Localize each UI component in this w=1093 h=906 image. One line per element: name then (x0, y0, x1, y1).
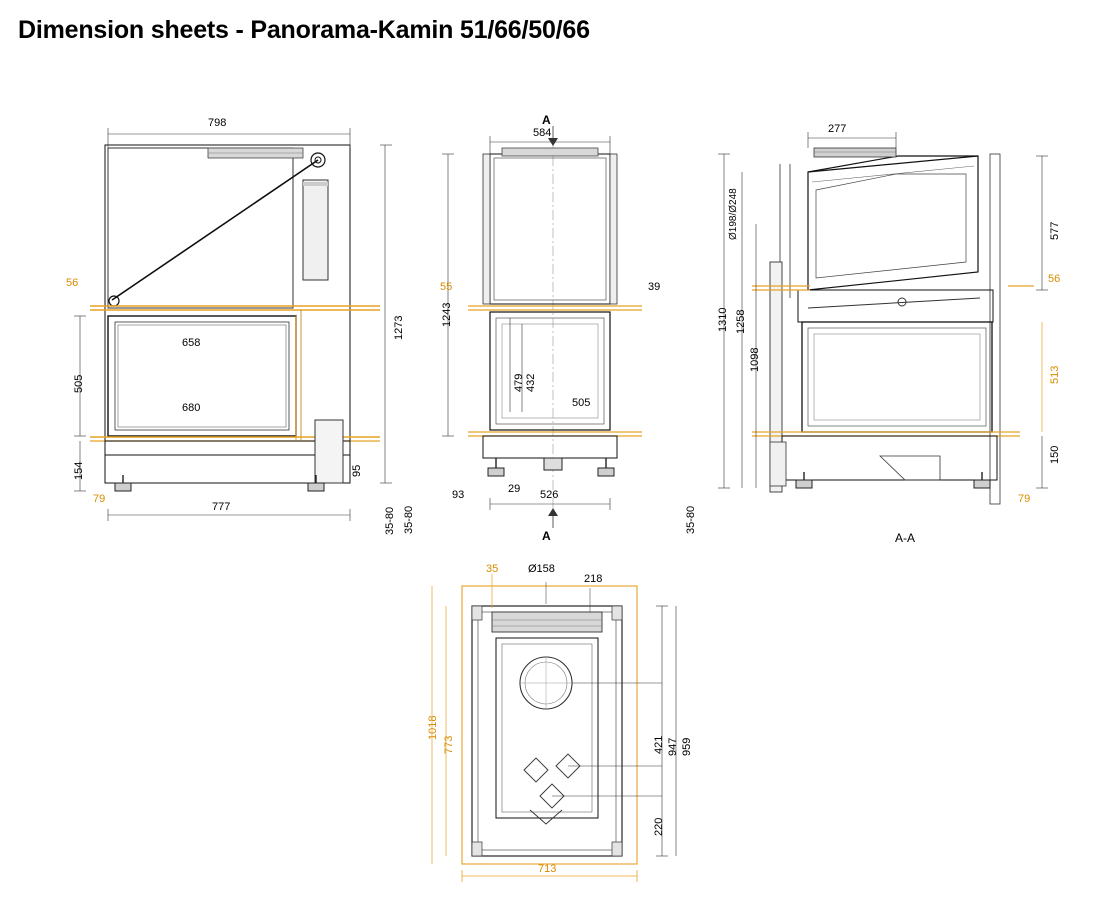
top-dim-35: 35 (486, 563, 499, 575)
section-caption-aa: A-A (895, 531, 916, 545)
front-dim-658: 658 (182, 337, 201, 349)
side-dim-39: 39 (648, 281, 661, 293)
top-dim-flue: Ø158 (528, 563, 555, 575)
page-title: Dimension sheets - Panorama-Kamin 51/66/50/66 (18, 16, 590, 44)
front-dim-680: 680 (182, 402, 201, 414)
side-dim-526: 526 (540, 489, 559, 501)
top-dim-773: 773 (443, 735, 455, 754)
section-dim-flue: Ø198/Ø248 (728, 188, 739, 240)
front-dim-777: 777 (212, 501, 231, 513)
top-dim-220: 220 (653, 817, 665, 836)
side-dim-55: 55 (440, 281, 453, 293)
front-dim-798: 798 (208, 117, 227, 129)
top-dim-218: 218 (584, 573, 603, 585)
section-dim-1098: 1098 (749, 347, 761, 372)
side-view (403, 112, 690, 552)
side-dim-505: 505 (572, 397, 591, 409)
section-dim-150: 150 (1049, 445, 1061, 464)
front-dim-79: 79 (93, 493, 106, 505)
side-dim-432: 432 (525, 373, 537, 392)
side-dim-584: 584 (533, 127, 552, 139)
top-view-drawing (400, 558, 720, 898)
side-view-drawing (420, 112, 690, 552)
section-dim-foot-range: 35-80 (685, 505, 697, 534)
section-dim-56: 56 (1048, 273, 1061, 285)
top-dim-959: 959 (681, 737, 693, 756)
section-dim-577: 577 (1049, 221, 1061, 240)
side-dim-1243: 1243 (441, 302, 453, 327)
side-dim-29: 29 (508, 483, 521, 495)
side-dim-foot-range: 35-80 (403, 505, 415, 534)
top-dim-421: 421 (653, 735, 665, 754)
top-dim-947: 947 (667, 737, 679, 756)
top-dim-1018: 1018 (427, 715, 439, 740)
top-dim-713: 713 (538, 863, 557, 875)
section-dim-513: 513 (1049, 365, 1061, 384)
section-view-drawing (690, 112, 1090, 552)
front-view-drawing (60, 117, 400, 540)
section-dim-79: 79 (1018, 493, 1031, 505)
front-view (60, 117, 405, 540)
section-marker-top: A (542, 113, 551, 127)
section-view-aa (685, 112, 1090, 552)
side-dim-479: 479 (513, 373, 525, 392)
front-dim-1273: 1273 (393, 315, 405, 340)
section-dim-1310: 1310 (717, 307, 729, 332)
top-view (400, 558, 720, 898)
front-dim-154: 154 (73, 461, 85, 480)
front-dim-56: 56 (66, 277, 79, 289)
side-dim-93: 93 (452, 489, 465, 501)
section-marker-bottom: A (542, 529, 551, 543)
section-dim-277: 277 (828, 123, 847, 135)
front-dim-95: 95 (351, 464, 363, 477)
front-dim-foot-range: 35-80 (384, 506, 396, 535)
front-dim-505: 505 (73, 374, 85, 393)
section-dim-1258: 1258 (735, 309, 747, 334)
